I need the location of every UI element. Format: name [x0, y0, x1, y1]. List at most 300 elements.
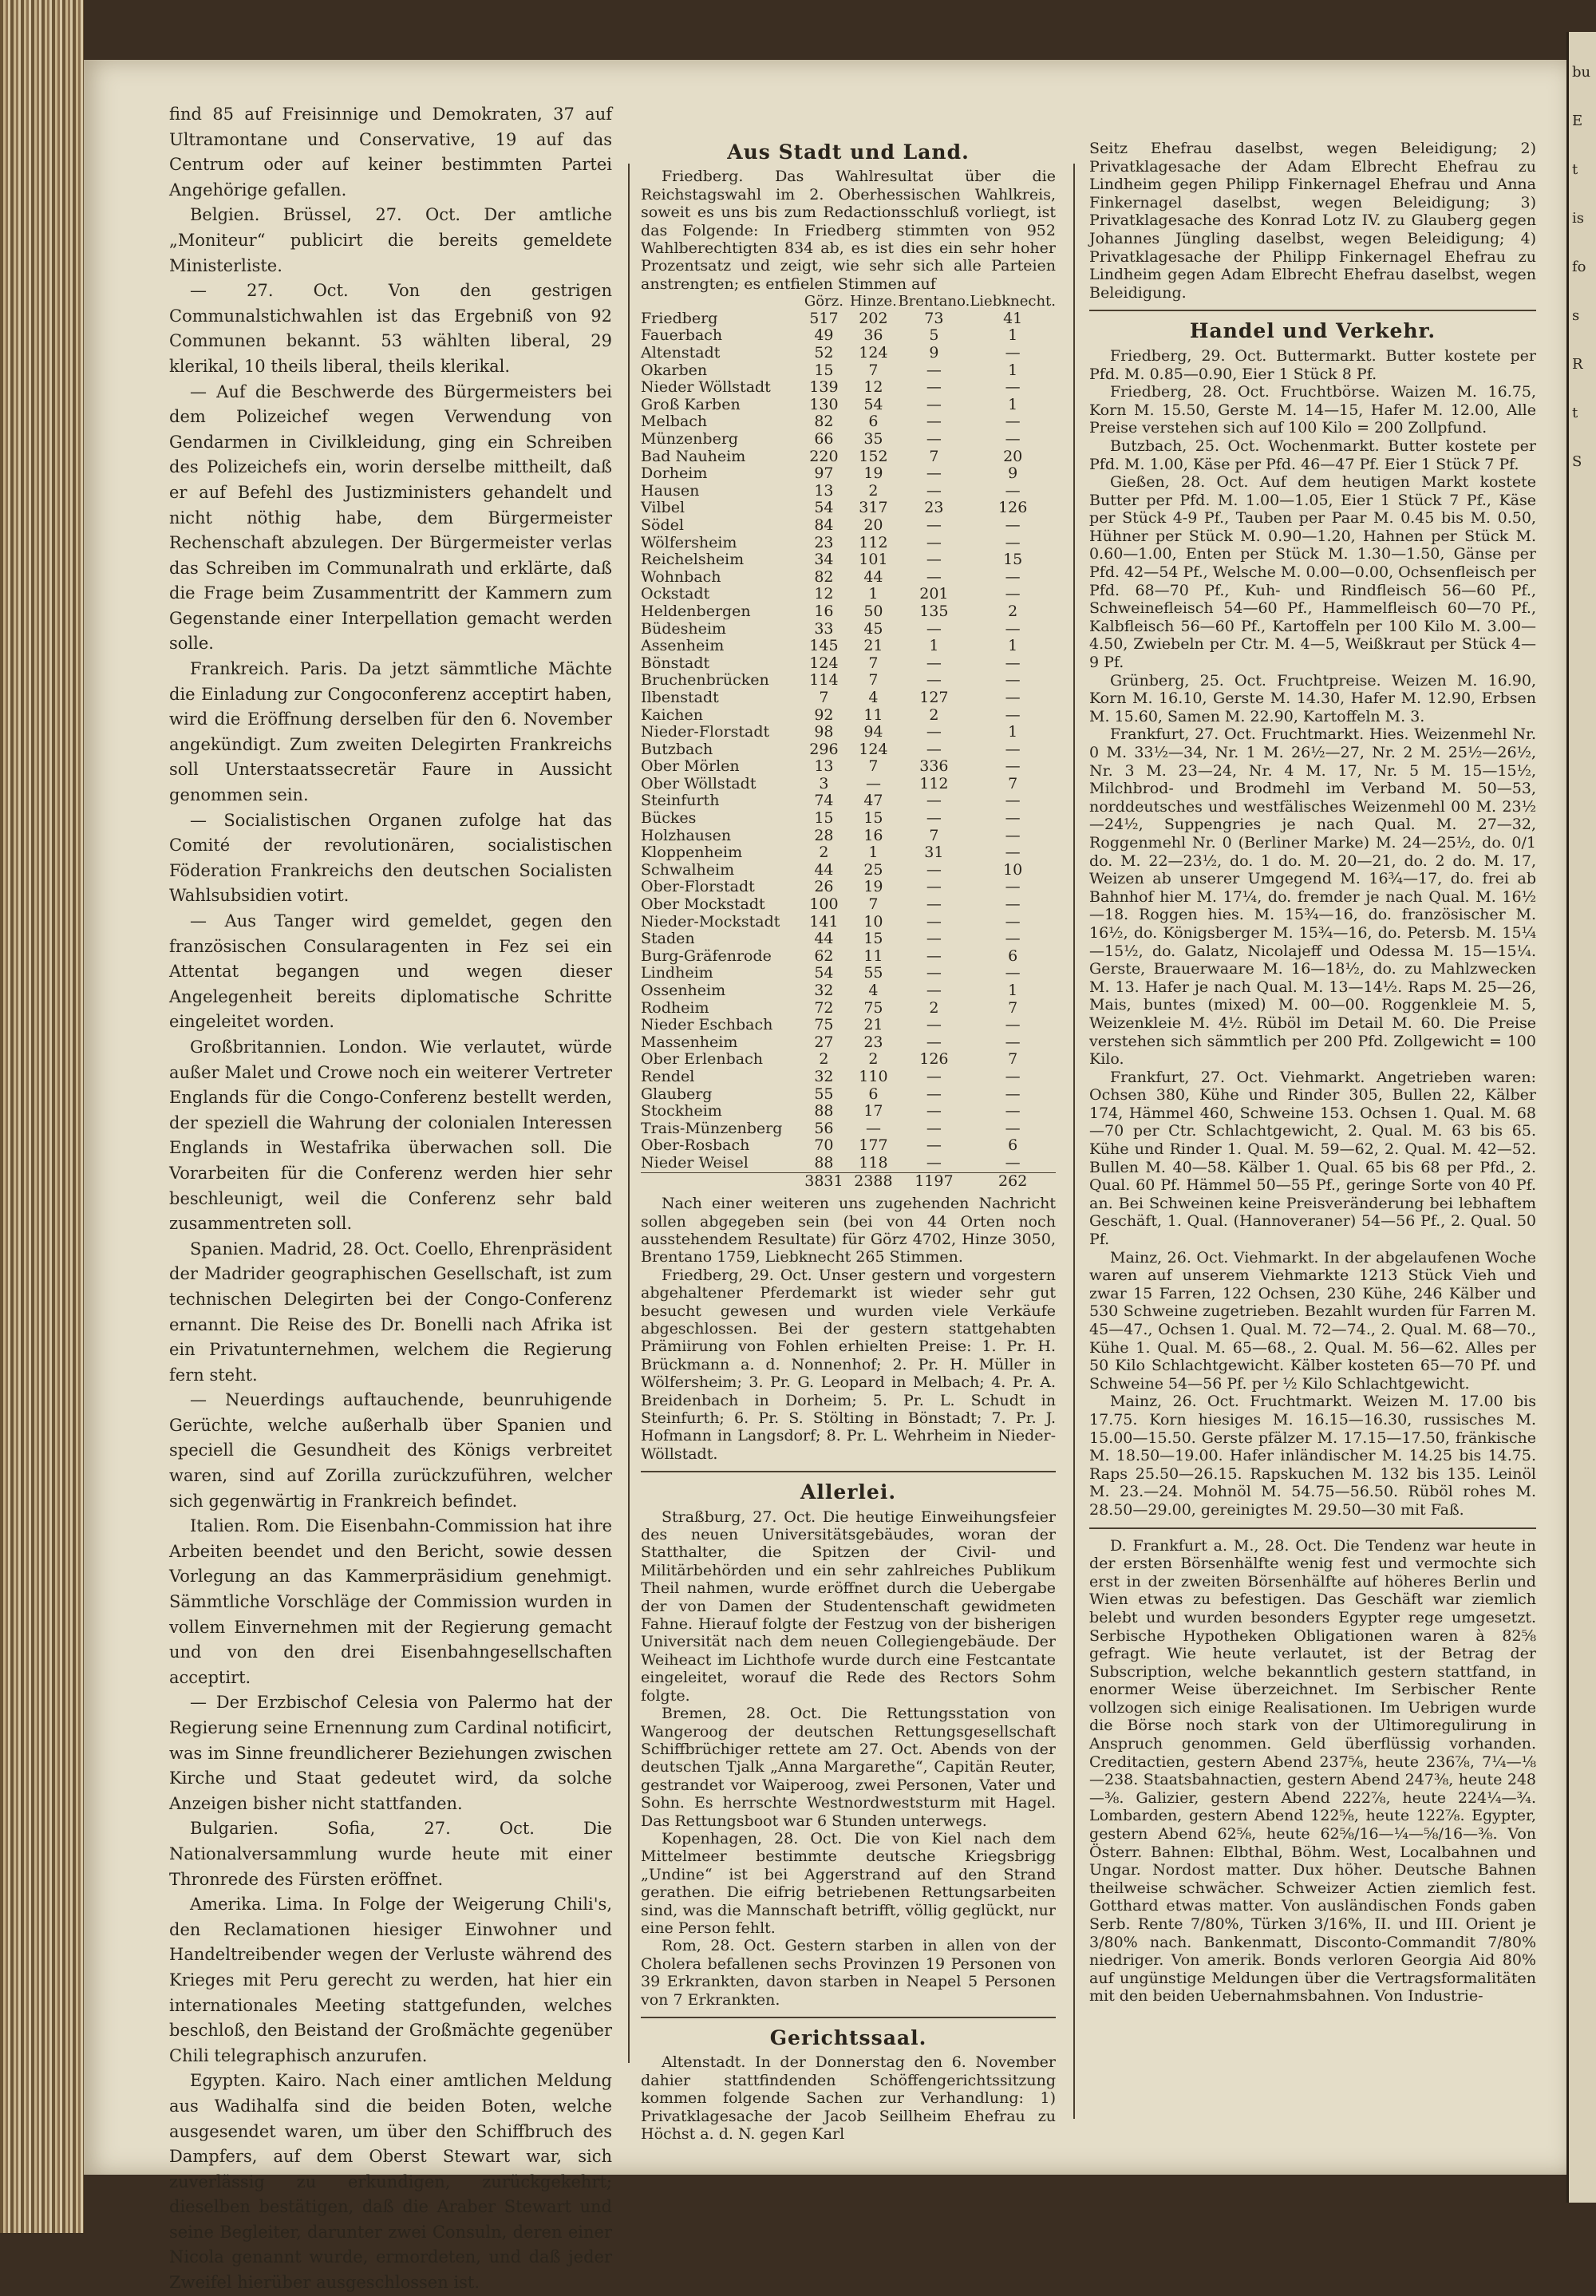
votes-cell: 19	[863, 878, 883, 896]
votes-cell: —	[1005, 844, 1021, 862]
paragraph: D. Frankfurt a. M., 28. Oct. Die Tendenz war heute in der ersten Börsenhälfte wenig fest und vermochte sich erst in der zweiten Börsenhälfte auf höheres Berlin und Wien etwas zu befestigen. Das Geschäft war ziemlich belebt und wurden besonders Egypter rege umgesetzt. Serbische Hypotheken Obligationen waren à 82⅝ gefragt. Wie heute verlautet, ist der Betrag der Subscription, welche bekanntlich gestern stattfand, in enormer Weise überzeichnet. Im Serbischer Rente vollzogen sich einige Realisationen. Im Uebrigen wurde die Börse noch stark von der Ultimoregulirung in Anspruch genommen. Geld überflüssig vorhanden. Creditactien, gestern Abend 237⅝, heute 236⅞, 7¼—⅛—238. Staatsbahnactien, gestern Abend 247⅜, heute 248—⅜. Galizier, gestern Abend 222⅞, heute 224¼—¾. Lombarden, gestern Abend 122⅝, heute 122⅞. Egypter, gestern Abend 62⅝, heute 62⅝/16—¼—⅝/16—⅜. Von Österr. Bahnen: Elbthal, Böhm. West, Localbahnen und Ungar. Nordost matter. Dux höher. Deutsche Bahnen theilweise schwächer. Schweizer Actien ziemlich fest. Gotthard etwas matter. Von ausländischen Fonds gaben Serb. Rente 7/80%, Türken 3/16%, II. und III. Orient je 3/80% nach. Bankenmatt, Disconto-Commandit 7/80% niedriger. Von amerik. Bonds verloren Georgia Aid 80% auf ungünstige Meldungen über die Vertragsformalitäten mit den beiden Uebernahmsbahnen. Von Industrie-	[1089, 1536, 1536, 2006]
votes-cell: 34	[814, 551, 834, 569]
table-row	[641, 655, 1056, 673]
divider	[1089, 1527, 1536, 1529]
votes-cell: 7	[929, 447, 939, 465]
table-row	[641, 707, 1056, 725]
votes-cell: 6	[1008, 1136, 1018, 1155]
votes-cell: 19	[863, 464, 883, 483]
table-row	[641, 810, 1056, 828]
votes-cell: —	[1005, 809, 1021, 828]
edge-text: is	[1572, 210, 1584, 227]
votes-cell: —	[1005, 585, 1021, 603]
table-row	[641, 345, 1056, 362]
votes-cell: 3831	[799, 1172, 848, 1190]
votes-cell: 12	[863, 378, 883, 397]
votes-cell: 202	[859, 309, 888, 327]
votes-cell: —	[1005, 430, 1021, 448]
votes-cell: 12	[814, 585, 834, 603]
place-cell: Ober-Rosbach	[641, 1136, 750, 1155]
votes-cell: 74	[814, 792, 834, 810]
divider	[641, 1471, 1056, 1472]
paragraph: Mainz, 26. Oct. Viehmarkt. In der abgelaufenen Woche waren auf unserem Viehmarkte 1213 Stück Vieh und zwar 15 Farren, 122 Ochsen, 230 Kühe, 246 Kälber und 530 Schweine zugetrieben. Bezahlt wurden für Farren M. 45—47., Ochsen 1. Qual. M. 72—74., 2. Qual. M. 68—70., Kühe 1. Qual. M. 65—68., 2. Qual. M. 56—62. Alles per 50 Kilo Schlachtgewicht. Kälber kosteten 65—70 Pf. und Schweine 54—56 Pf. per ½ Kilo Schlachtgewicht.	[1089, 1248, 1536, 1393]
paragraph: Egypten. Kairo. Nach einer amtlichen Meldung aus Wadihalfa sind die beiden Boten, welche ausgesendet waren, um über den Schiffbruch des Dampfers, auf dem Oberst Stewart war, sich zuverlässig zu erkundigen, zurückgekehrt; dieselben bestätigen, daß die Araber Stewart und seine Begleiter, darunter zwei Consuln, deren einer Nicola genannt wurde, ermordeten, und daß jeder Zweifel hierüber ausgeschlossen ist.	[169, 2071, 612, 2293]
votes-cell: 98	[814, 723, 834, 741]
votes-cell: 55	[814, 1085, 834, 1103]
table-row	[641, 413, 1056, 431]
votes-cell: 135	[919, 602, 949, 620]
votes-cell: 20	[863, 516, 883, 534]
place-cell: Bad Nauheim	[641, 447, 746, 465]
votes-cell: 336	[919, 757, 949, 776]
place-cell: Vilbel	[641, 499, 685, 517]
table-total-row	[641, 1172, 1056, 1190]
table-row	[641, 931, 1056, 948]
column-politics	[169, 102, 612, 2296]
votes-cell: 23	[814, 533, 834, 551]
votes-cell: 88	[814, 1153, 834, 1172]
paragraph: Seitz Ehefrau daselbst, wegen Beleidigung; 2) Privatklagesache der Adam Elbrecht Ehefrau zu Lindheim gegen Philipp Finkernagel Ehefrau und Anna Finkernagel daselbst, wegen Beleidigung; 3) Privatklagesache des Konrad Lotz IV. zu Glauberg gegen Johannes Jüngling daselbst, wegen Beleidigung; 4) Privatklagesache der Philipp Finkernagel Ehefrau zu Lindheim gegen Adam Elbrecht Ehefrau daselbst, wegen Beleidigung.	[1089, 140, 1536, 302]
votes-cell: 262	[970, 1172, 1056, 1190]
votes-cell: 2388	[848, 1172, 898, 1190]
table-row	[641, 1034, 1056, 1052]
votes-cell: —	[926, 378, 942, 397]
table-header-cell: Hinze.	[849, 293, 897, 310]
table-row	[641, 362, 1056, 380]
place-cell: Assenheim	[641, 637, 725, 655]
votes-cell: 94	[863, 723, 883, 741]
place-cell: Bückes	[641, 809, 697, 828]
edge-text: s	[1572, 307, 1580, 324]
votes-cell: —	[926, 516, 942, 534]
votes-cell: 1	[868, 585, 879, 603]
votes-cell: —	[926, 671, 942, 690]
votes-cell: 27	[814, 1033, 834, 1051]
votes-cell: —	[926, 413, 942, 431]
votes-cell: 1	[1008, 326, 1018, 345]
table-row	[641, 379, 1056, 397]
votes-cell: 15	[1003, 551, 1023, 569]
votes-cell: 15	[814, 809, 834, 828]
votes-cell: 100	[809, 895, 839, 914]
votes-cell: 21	[863, 1016, 883, 1034]
paragraph: Italien. Rom. Die Eisenbahn-Commission hat ihre Arbeiten beendet und den Bericht, sowie dessen Vorlegung an das Kammerpräsidium genehmigt. Sämmtliche Vorschläge der Commission wurden in vollem Einvernehmen mit der Regierung gemacht und von den drei Eisenbahngesellschaften acceptirt.	[169, 1516, 612, 1687]
votes-cell: —	[926, 464, 942, 483]
votes-cell: 114	[809, 671, 839, 690]
paragraph: Grünberg, 25. Oct. Fruchtpreise. Weizen M. 16.90, Korn M. 16.10, Gerste M. 14.30, Hafer M. 12.90, Erbsen M. 15.60, Samen M. 22.90, Kartoffeln M. 3.	[1089, 671, 1536, 725]
votes-cell: 23	[863, 1033, 883, 1051]
table-row	[641, 397, 1056, 414]
votes-cell: —	[1005, 705, 1021, 724]
votes-cell: 152	[859, 447, 888, 465]
votes-cell: 44	[863, 567, 883, 586]
paragraph: Friedberg, 28. Oct. Fruchtbörse. Waizen M. 16.75, Korn M. 15.50, Gerste M. 14—15, Hafer M. 12.00, Alle Preise verstehen sich auf 100 Kilo = 200 Zollpfund.	[1089, 383, 1536, 437]
table-row	[641, 465, 1056, 483]
paragraph: Großbritannien. London. Wie verlautet, würde außer Malet und Crowe noch ein weiterer Vertreter Englands für die Congo-Conferenz bestellt werden, der speziell die Wahrung der colonialen Interessen Englands in Westafrika überwachen soll. Die Vorarbeiten für die Conferenz werden hier sehr beschleunigt, weil die Conferenz sehr bald zusammentreten soll.	[169, 1037, 612, 1234]
votes-cell: —	[926, 551, 942, 569]
votes-cell: 75	[863, 998, 883, 1017]
section-heading: Gerichtssaal.	[769, 2026, 927, 2049]
place-cell: Nieder Wöllstadt	[641, 378, 771, 397]
votes-cell: —	[1005, 912, 1021, 931]
votes-cell: —	[1005, 619, 1021, 638]
votes-cell: —	[926, 792, 942, 810]
paragraph: Spanien. Madrid, 28. Oct. Coello, Ehrenpräsident der Madrider geographischen Gesellschaft, ist zum technischen Delegirten bei der Congo-Conferenz ernannt. Die Reise des Dr. Bonelli nach Afrika ist ein Privatunternehmen, welchem die Regierung fern steht.	[169, 1239, 612, 1385]
edge-text: t	[1572, 161, 1578, 178]
table-row	[641, 569, 1056, 587]
place-cell: Rodheim	[641, 998, 709, 1017]
votes-cell: —	[1005, 533, 1021, 551]
place-cell: Ockstadt	[641, 585, 710, 603]
section-heading: Handel und Verkehr.	[1189, 319, 1436, 343]
votes-cell: 7	[1008, 998, 1018, 1017]
votes-cell: 25	[863, 860, 883, 879]
table-row	[641, 603, 1056, 621]
votes-cell: 9	[929, 344, 939, 362]
votes-cell: 4	[868, 688, 879, 706]
votes-cell: 36	[863, 326, 883, 345]
table-row	[641, 982, 1056, 1000]
place-cell: Nieder Weisel	[641, 1153, 749, 1172]
votes-cell: 10	[1003, 860, 1023, 879]
place-cell: Friedberg	[641, 309, 718, 327]
place-cell: Trais-Münzenberg	[641, 1119, 783, 1137]
votes-cell: —	[926, 1119, 942, 1137]
votes-cell: 124	[809, 654, 839, 672]
votes-cell: 32	[814, 1067, 834, 1085]
paragraph: — Neuerdings auftauchende, beunruhigende Gerüchte, welche außerhalb über Spanien und speciell die Gesundheit des Königs verbreitet waren, sind auf Zorilla zurückzuführen, welcher sich gegenwärtig in Frankreich befindet.	[169, 1390, 612, 1511]
votes-cell: 112	[919, 774, 949, 792]
votes-cell: 126	[919, 1050, 949, 1069]
place-cell: Ober Mörlen	[641, 757, 740, 776]
table-row	[641, 1086, 1056, 1104]
votes-cell: —	[865, 774, 881, 792]
place-cell: Bönstadt	[641, 654, 710, 672]
election-results-table	[641, 293, 1056, 1190]
paragraph: Kopenhagen, 28. Oct. Die von Kiel nach dem Mittelmeer bestimmte deutsche Kriegsbrigg „Undine“ ist bei Aggerstrand auf den Strand gerathen. Die eifrig betriebenen Rettungsarbeiten sind, was die Mannschaft betrifft, völlig geglückt, nur eine Person fehlt.	[641, 1829, 1056, 1937]
votes-cell: —	[1005, 1153, 1021, 1172]
votes-cell: —	[926, 395, 942, 413]
divider	[641, 2017, 1056, 2018]
paragraph: Bremen, 28. Oct. Die Rettungsstation von Wangeroog der deutschen Rettungsgesellschaft Schiffbrüchiger rettete am 27. Oct. Abends von der deutschen Tjalk „Anna Margarethe“, Capitän Reuter, gestrandet vor Waiperoog, zwei Personen, Vater und Sohn. Es herrschte Westnordweststurm mit Hagel. Das Rettungsboot war 6 Stunden unterwegs.	[641, 1705, 1056, 1830]
place-cell: Groß Karben	[641, 395, 741, 413]
votes-cell: 296	[809, 740, 839, 758]
votes-cell: 50	[863, 602, 883, 620]
table-row	[641, 551, 1056, 569]
votes-cell: 54	[814, 499, 834, 517]
place-cell: Bruchenbrücken	[641, 671, 769, 690]
votes-cell: —	[926, 982, 942, 999]
votes-cell: 28	[814, 826, 834, 844]
place-cell: Burg-Gräfenrode	[641, 946, 772, 965]
votes-cell: 3	[819, 774, 829, 792]
votes-cell: 55	[863, 964, 883, 982]
votes-cell: 1	[1008, 723, 1018, 741]
votes-cell: 84	[814, 516, 834, 534]
votes-cell: —	[926, 619, 942, 638]
votes-cell: 517	[809, 309, 839, 327]
votes-cell: 2	[819, 1050, 829, 1069]
place-cell: Ober-Florstadt	[641, 878, 755, 896]
votes-cell: 56	[814, 1119, 834, 1137]
place-cell: Ilbenstadt	[641, 688, 719, 706]
votes-cell: 7	[868, 671, 879, 690]
votes-cell: —	[1005, 516, 1021, 534]
table-row	[641, 776, 1056, 793]
votes-cell: 9	[1008, 464, 1018, 483]
edge-text: E	[1572, 113, 1583, 129]
votes-cell: 1	[1008, 982, 1018, 999]
votes-cell: 1	[1008, 361, 1018, 379]
place-cell: Nieder Eschbach	[641, 1016, 773, 1034]
place-cell: Melbach	[641, 413, 708, 431]
votes-cell: —	[1005, 1102, 1021, 1120]
votes-cell: 31	[924, 844, 944, 862]
place-cell: Wölfersheim	[641, 533, 737, 551]
table-row	[641, 1155, 1056, 1172]
paragraph: — Socialistischen Organen zufolge hat das Comité der revolutionären, socialistischen Föderation Frankreichs den deutschen Socialisten Wahlsubsidien votirt.	[169, 810, 612, 906]
edge-text: fo	[1572, 259, 1586, 275]
votes-cell: 177	[859, 1136, 888, 1155]
paragraph: Bulgarien. Sofia, 27. Oct. Die Nationalversammlung wurde heute mit einer Thronrede des Fürsten eröffnet.	[169, 1819, 612, 1889]
votes-cell: 13	[814, 757, 834, 776]
table-header-cell	[641, 293, 799, 310]
votes-cell: —	[1005, 688, 1021, 706]
section-heading: Aus Stadt und Land.	[727, 140, 970, 164]
place-cell: Glauberg	[641, 1085, 713, 1103]
votes-cell: —	[1005, 792, 1021, 810]
paragraph: Belgien. Brüssel, 27. Oct. Der amtliche „Moniteur“ publicirt die bereits gemeldete Ministerliste.	[169, 205, 612, 275]
place-cell: Kloppenheim	[641, 844, 743, 862]
table-row	[641, 758, 1056, 776]
place-cell: Ober Wöllstadt	[641, 774, 757, 792]
place-cell: Stockheim	[641, 1102, 722, 1120]
table-row	[641, 310, 1056, 328]
paragraph: Frankfurt, 27. Oct. Fruchtmarkt. Hies. Weizenmehl Nr. 0 M. 33½—34, Nr. 1 M. 26½—27, Nr. 2 M. 25½—26½, Nr. 3 M. 23—24, Nr. 4 M. 17, Nr. 5 M. 15—15½, Milchbrod- und Brodmehl im Verband M. 50—53, norddeutsches und westfälisches Weizenmehl 00 M. 23½—24½, Suppengries je nach Qual. M. 27—32, Roggenmehl Nr. 0 (Berliner Marke) M. 24—25½, do. 0/1 do. M. 22—23½, do. 1 do. M. 20—21, do. 2 do. M. 17, Weizen ab unserer Umgegend M. 16¾—17, do. frei ab Bahnhof hier M. 17¼, do. fremder je nach Qual. M. 16½—18. Roggen hies. M. 15¾—16, do. französischer M. 16½, do. Königsberger M. 15¾—16, do. Petersb. M. 15¼—15½, do. Galatz, Nicolajeff und Odessa M. 15—15¼. Gerste, Brauerwaare M. 16—18½, do. zu Mahlzwecken M. 13. Hafer je nach Qual. M. 13—14½. Raps M. 25—26, Mais, buntes (mixed) M. 00—00. Roggenkleie M. 5, Weizenkleie M. 4½. Rüböl im Detail M. 60. Die Preise verstehen sich sämmtlich per 200 Pfd. Zollgewicht = 100 Kilo.	[1089, 725, 1536, 1069]
votes-cell: 2	[868, 481, 879, 500]
votes-cell: —	[865, 1119, 881, 1137]
column-rule	[1073, 164, 1075, 2119]
votes-cell: —	[926, 567, 942, 586]
votes-cell: —	[1005, 895, 1021, 914]
votes-cell: 45	[863, 619, 883, 638]
votes-cell: —	[926, 860, 942, 879]
votes-cell: —	[926, 1102, 942, 1120]
votes-cell: —	[1005, 878, 1021, 896]
votes-cell: 13	[814, 481, 834, 500]
votes-cell: —	[1005, 1033, 1021, 1051]
votes-cell: 1	[1008, 637, 1018, 655]
column-trade	[1089, 140, 1536, 2006]
table-header-cell: Görz.	[804, 293, 843, 310]
votes-cell: 49	[814, 326, 834, 345]
paragraph: Mainz, 26. Oct. Fruchtmarkt. Weizen M. 17.00 bis 17.75. Korn hiesiges M. 16.15—16.30, russisches M. 15.00—15.50. Gerste pfälzer M. 17.15—17.50, fränkische M. 18.50—19.00. Hafer inländischer M. 14.25 bis 14.75. Raps 25.50—26.15. Rapskuchen M. 132 bis 135. Leinöl M. 23.—24. Mohnöl M. 54.75—56.50. Rüböl rohes M. 28.50—29.00, gereinigtes M. 29.50—30 mit Faß.	[1089, 1393, 1536, 1519]
place-cell: Lindheim	[641, 964, 713, 982]
votes-cell: —	[926, 1136, 942, 1155]
votes-cell: 35	[863, 430, 883, 448]
votes-cell: —	[926, 912, 942, 931]
table-row	[641, 1069, 1056, 1086]
place-cell: Münzenberg	[641, 430, 739, 448]
section-heading: Allerlei.	[800, 1480, 897, 1504]
votes-cell: 15	[814, 361, 834, 379]
votes-cell: —	[926, 740, 942, 758]
votes-cell: —	[1005, 1067, 1021, 1085]
table-row	[641, 672, 1056, 690]
votes-cell: 2	[929, 705, 939, 724]
votes-cell: —	[1005, 671, 1021, 690]
votes-cell: 2	[929, 998, 939, 1017]
table-row	[641, 1017, 1056, 1034]
votes-cell: 62	[814, 946, 834, 965]
votes-cell: 6	[868, 413, 879, 431]
votes-cell: —	[1005, 413, 1021, 431]
votes-cell: 2	[1008, 602, 1018, 620]
votes-cell: 75	[814, 1016, 834, 1034]
place-cell: Hausen	[641, 481, 700, 500]
paragraph: — 27. Oct. Von den gestrigen Communalstichwahlen ist das Ergebniß von 92 Communen bekannt. 53 wählten liberal, 29 klerikal, 10 theils liberal, theils klerikal.	[169, 281, 612, 376]
table-header-cell: Liebknecht.	[970, 293, 1056, 310]
table-row	[641, 690, 1056, 707]
votes-cell: 130	[809, 395, 839, 413]
table-header-row	[641, 293, 1056, 310]
votes-cell: 41	[1003, 309, 1023, 327]
votes-cell: —	[926, 946, 942, 965]
votes-cell: 82	[814, 413, 834, 431]
votes-cell: 118	[859, 1153, 888, 1172]
votes-cell: 11	[863, 705, 883, 724]
votes-cell: 15	[863, 809, 883, 828]
votes-cell: 139	[809, 378, 839, 397]
votes-cell: —	[1005, 344, 1021, 362]
votes-cell: 317	[859, 499, 888, 517]
place-cell: Büdesheim	[641, 619, 726, 638]
votes-cell: 145	[809, 637, 839, 655]
votes-cell: 7	[819, 688, 829, 706]
place-cell: Massenheim	[641, 1033, 738, 1051]
votes-cell: —	[926, 1033, 942, 1051]
place-cell: Heldenbergen	[641, 602, 751, 620]
paragraph: Friedberg. Das Wahlresultat über die Reichstagswahl im 2. Oberhessischen Wahlkreis, soweit es uns bis zum Redactionsschluß vorliegt, ist das Folgende: In Friedberg stimmten von 952 Wahlberechtigten 834 ab, es ist dies ein sehr hoher Prozentsatz und zeigt, wie sehr sich alle Parteien anstrengten; es entfielen Stimmen auf	[641, 168, 1056, 293]
table-row	[641, 638, 1056, 655]
votes-cell: 66	[814, 430, 834, 448]
votes-cell: —	[926, 654, 942, 672]
table-row	[641, 844, 1056, 862]
votes-cell: —	[1005, 1119, 1021, 1137]
votes-cell: —	[1005, 757, 1021, 776]
table-row	[641, 948, 1056, 966]
paragraph: Rom, 28. Oct. Gestern starben in allen von der Cholera befallenen sechs Provinzen 19 Personen von 39 Erkrankten, davon starben in Neapel 5 Personen von 7 Erkrankten.	[641, 1937, 1056, 2009]
votes-cell: —	[926, 1067, 942, 1085]
votes-cell: —	[926, 1153, 942, 1172]
votes-cell: —	[1005, 826, 1021, 844]
votes-cell: 124	[859, 740, 888, 758]
votes-cell: 23	[924, 499, 944, 517]
votes-cell: —	[1005, 930, 1021, 948]
votes-cell: —	[1005, 378, 1021, 397]
divider	[1089, 310, 1536, 311]
place-cell: Ober Mockstadt	[641, 895, 765, 914]
table-row	[641, 862, 1056, 879]
table-row	[641, 621, 1056, 638]
table-row	[641, 1137, 1056, 1155]
table-header-cell: Brentano.	[898, 293, 970, 310]
paragraph: — Aus Tanger wird gemeldet, gegen den französischen Consularagenten in Fez sei ein Attentat begangen und wegen dieser Angelegenheit bereits diplomatische Schritte eingeleitet worden.	[169, 911, 612, 1032]
votes-cell: 82	[814, 567, 834, 586]
place-cell: Nieder-Mockstadt	[641, 912, 780, 931]
votes-cell: 20	[1003, 447, 1023, 465]
paragraph: Friedberg, 29. Oct. Buttermarkt. Butter kostete per Pfd. M. 0.85—0.90, Eier 1 Stück 8 Pf.	[1089, 346, 1536, 383]
votes-cell: —	[1005, 481, 1021, 500]
votes-cell: —	[926, 361, 942, 379]
votes-cell: 101	[859, 551, 888, 569]
table-row	[641, 535, 1056, 552]
votes-cell: 126	[998, 499, 1028, 517]
votes-cell: —	[926, 1085, 942, 1103]
place-cell: Rendel	[641, 1067, 695, 1085]
votes-cell: —	[926, 533, 942, 551]
table-row	[641, 1000, 1056, 1018]
place-cell: Dorheim	[641, 464, 708, 483]
paragraph: — Der Erzbischof Celesia von Palermo hat der Regierung seine Ernennung zum Cardinal notificirt, was im Sinne freundlicherer Beziehungen zwischen Kirche und Staat gedeutet wird, da solche Anzeigen bisher nicht stattfanden.	[169, 1693, 612, 1813]
table-row	[641, 1103, 1056, 1120]
votes-cell: 127	[919, 688, 949, 706]
votes-cell: —	[926, 878, 942, 896]
votes-cell: 6	[868, 1085, 879, 1103]
votes-cell: 11	[863, 946, 883, 965]
table-row	[641, 500, 1056, 517]
votes-cell: —	[926, 723, 942, 741]
votes-cell: 220	[809, 447, 839, 465]
votes-cell: 1197	[898, 1172, 970, 1190]
votes-cell: —	[926, 481, 942, 500]
column-rule	[628, 164, 630, 2063]
votes-cell: —	[1005, 740, 1021, 758]
paragraph: Friedberg, 29. Oct. Unser gestern und vorgestern abgehaltener Pferdemarkt ist wieder sehr gut besucht gewesen und wurden viele Verkäufe abgeschlossen. Bei der gestern stattgehabten Prämiirung von Fohlen erhielten Preise: 1. Pr. H. Brückmann a. d. Nonnenhof; 2. Pr. H. Müller in Wölfersheim; 3. Pr. G. Leopard in Melbach; 4. Pr. A. Breidenbach in Dorheim; 5. Pr. L. Schudt in Steinfurth; 6. Pr. S. Stölting in Bönstadt; 7. Pr. J. Hofmann in Langsdorf; 8. Pr. L. Wehrheim in Nieder-Wöllstadt.	[641, 1266, 1056, 1463]
table-row	[641, 449, 1056, 466]
votes-cell: 124	[859, 344, 888, 362]
votes-cell: 21	[863, 637, 883, 655]
paragraph: Butzbach, 25. Oct. Wochenmarkt. Butter kostete per Pfd. M. 1.00, Käse per Pfd. 46—47 Pf. Eier 1 Stück 7 Pf.	[1089, 437, 1536, 473]
votes-cell: —	[1005, 1016, 1021, 1034]
votes-cell: 54	[814, 964, 834, 982]
column-local	[641, 140, 1056, 2144]
votes-cell: —	[926, 964, 942, 982]
votes-cell: 17	[863, 1102, 883, 1120]
paragraph: Altenstadt. In der Donnerstag den 6. November dahier stattfindenden Schöffengerichtssitzung kommen folgende Sachen zur Verhandlung: 1) Privatklagesache der Jacob Seillheim Ehefrau zu Höchst a. d. N. gegen Karl	[641, 2053, 1056, 2144]
votes-cell: 5	[929, 326, 939, 345]
votes-cell: —	[1005, 1085, 1021, 1103]
place-cell: Södel	[641, 516, 684, 534]
votes-cell: —	[926, 809, 942, 828]
votes-cell: 7	[868, 757, 879, 776]
table-row	[641, 828, 1056, 845]
votes-cell: 7	[868, 654, 879, 672]
table-row	[641, 965, 1056, 982]
votes-cell: 10	[863, 912, 883, 931]
place-cell: Kaichen	[641, 705, 703, 724]
paragraph: Nach einer weiteren uns zugehenden Nachricht sollen abgegeben sein (bei von 44 Orten noch ausstehendem Resultate) für Görz 4702, Hinze 3050, Brentano 1759, Liebknecht 265 Stimmen.	[641, 1195, 1056, 1267]
votes-cell: 44	[814, 930, 834, 948]
votes-cell: 15	[863, 930, 883, 948]
place-cell: Staden	[641, 930, 695, 948]
votes-cell: 7	[868, 361, 879, 379]
place-cell: Reichelsheim	[641, 551, 745, 569]
place-cell: Fauerbach	[641, 326, 723, 345]
votes-cell: 16	[863, 826, 883, 844]
votes-cell: 97	[814, 464, 834, 483]
paragraph: Straßburg, 27. Oct. Die heutige Einweihungsfeier des neuen Universitätsgebäudes, woran der Statthalter, die Spitzen der Civil- und Militärbehörden und ein sehr zahlreiches Publikum Theil nahmen, wurde eröffnet durch die Uebergabe der von Damen der Studentenschaft gewidmeten Fahne. Hierauf folgte der Festzug von der bisherigen Universität nach dem neuen Collegiengebäude. Der Weiheact im Lichthofe wurde durch eine Festcantate eingeleitet, worauf die Rede des Rectors Sohm folgte.	[641, 1508, 1056, 1705]
